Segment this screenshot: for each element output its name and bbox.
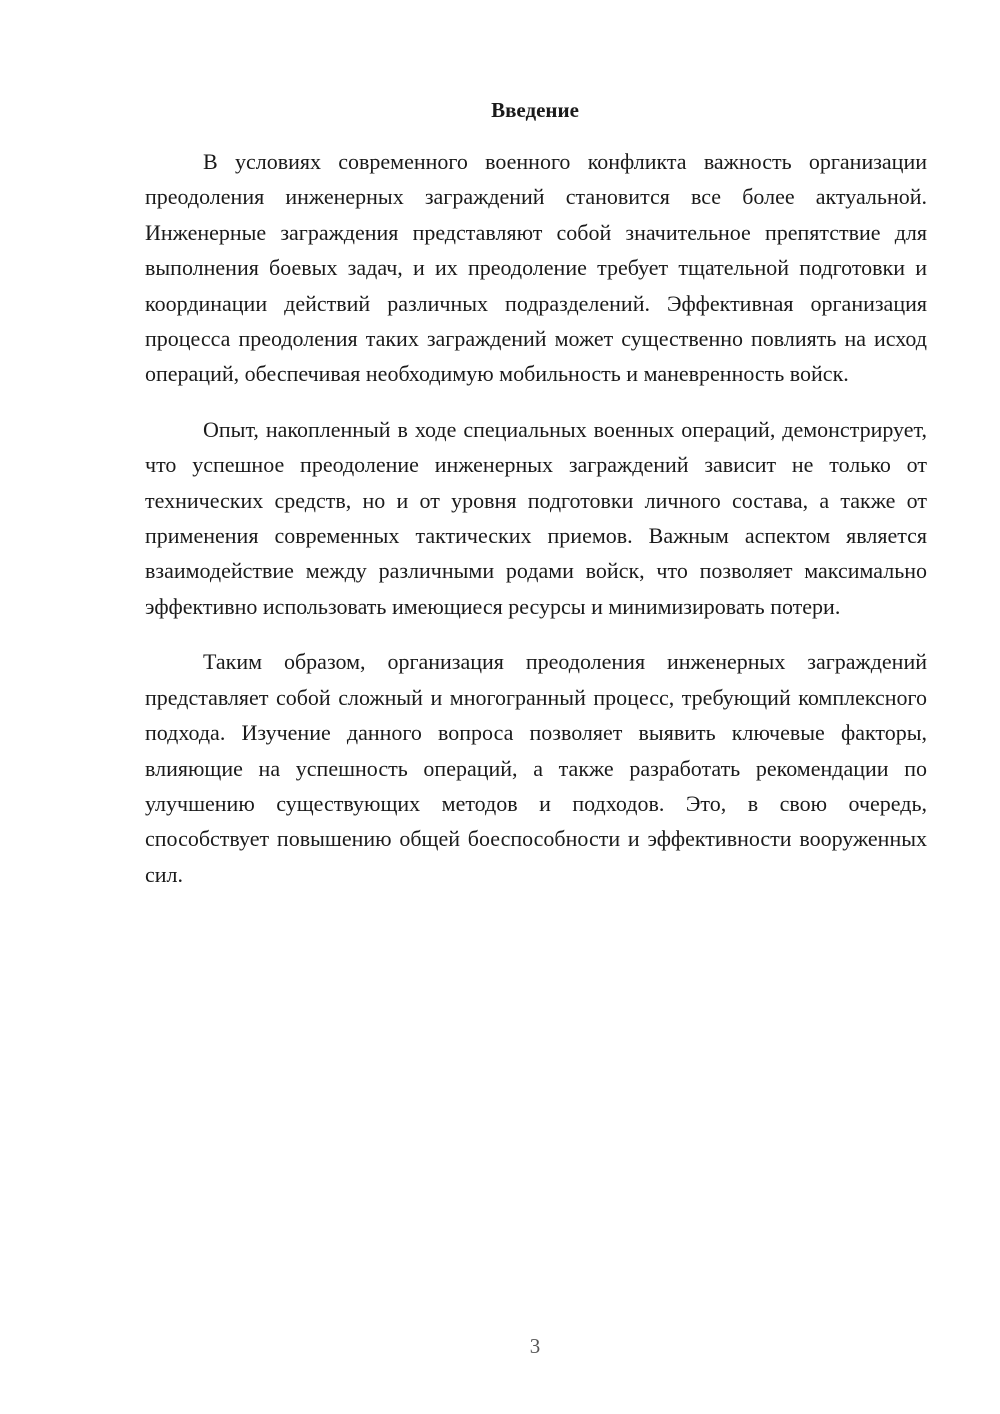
page-number: 3 xyxy=(529,1334,541,1358)
section-title: Введение xyxy=(491,98,579,122)
paragraph-2: Опыт, накопленный в ходе специальных военных операций, демонстрирует, что успешное преодоление инженерных заграждений зависит не только от технических средств, но и от уровня подготовки личного состава, а также от применения современных тактических приемов. Важным аспектом является взаимодействие между различными родами войск, что позволяет максимально эффективно использовать имеющиеся ресурсы и минимизировать потери. xyxy=(145,416,927,619)
paragraph-1: В условиях современного военного конфликта важность организации преодоления инженерных заграждений становится все более актуальной. Инженерные заграждения представляют собой значительное препятствие для выполнения боевых задач, и их преодоление требует тщательной подготовки и координации действий различных подразделений. Эффективная организация процесса преодоления таких заграждений может существенно повлиять на исход операций, обеспечивая необходимую мобильность и маневренность войск. xyxy=(145,149,927,387)
document-body xyxy=(145,144,927,912)
paragraph-3: Таким образом, организация преодоления инженерных заграждений представляет собой сложный и многогранный процесс, требующий комплексного подхода. Изучение данного вопроса позволяет выявить ключевые факторы, влияющие на успешность операций, а также разработать рекомендации по улучшению существующих методов и подходов. Это, в свою очередь, способствует повышению общей боеспособности и эффективности вооруженных сил. xyxy=(145,649,927,887)
